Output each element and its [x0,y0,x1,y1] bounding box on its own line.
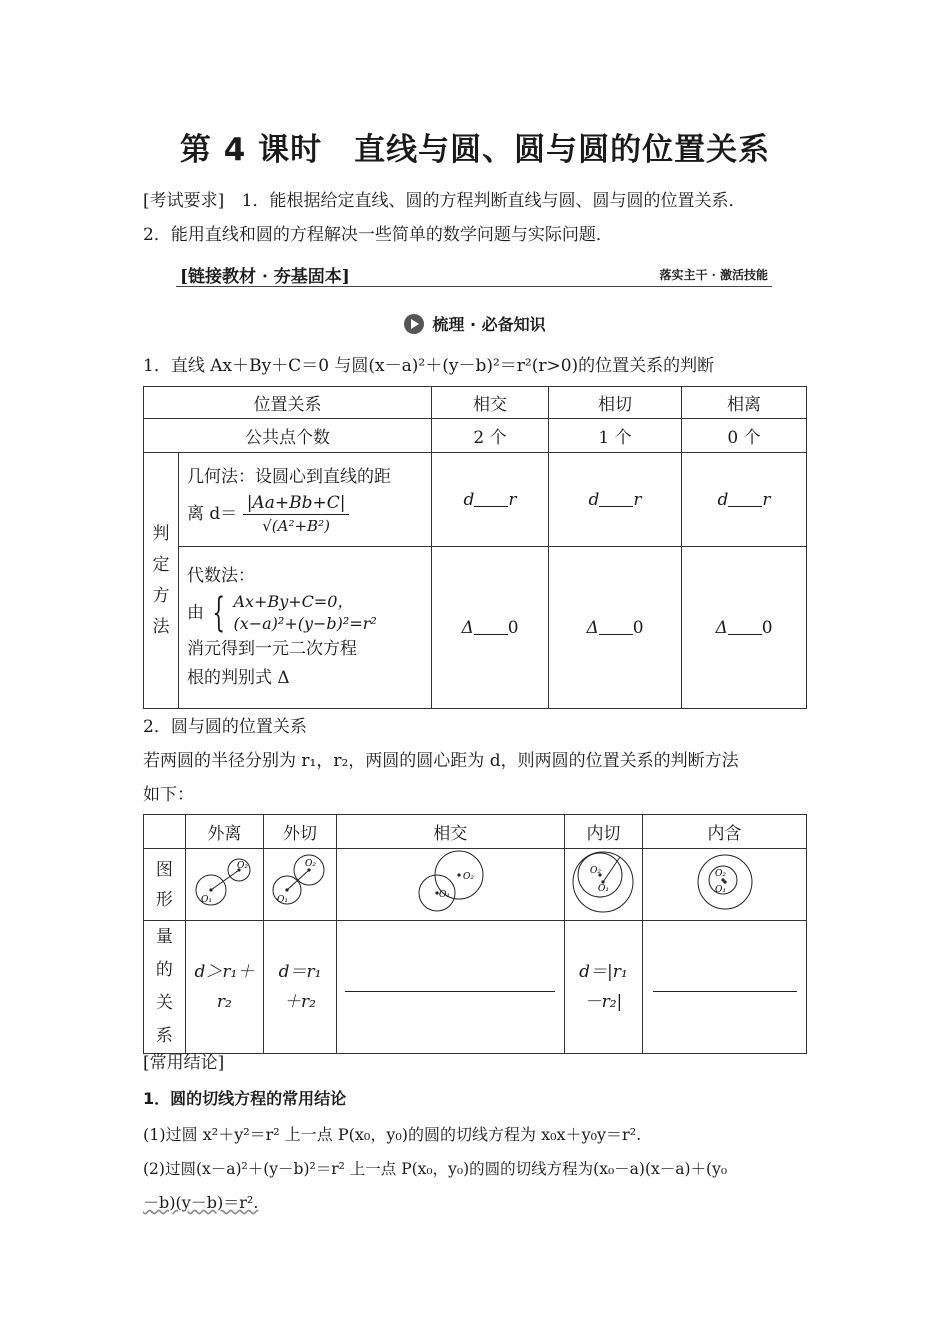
banner-left-text: [链接教材 · 夯基固本] [180,267,350,287]
geo-separate [682,453,807,547]
delta-var: Δ [461,617,474,638]
row-quantity-label [144,921,186,1054]
requirements-line-1 [143,190,808,212]
contain-circles-figure [695,852,755,912]
row-figure-label [144,849,186,921]
requirements-tag: [考试要求] [143,191,225,211]
equation-1: Ax+By+C=0， [233,592,354,611]
fig-int-tangent [564,849,642,921]
th-intersect: 相交 [432,387,549,419]
r-var: r [633,489,642,510]
r-var: r [762,489,771,510]
page-title: 第 4 课时 直线与圆、圆与圆的位置关系 [179,132,771,168]
answer-blank [345,991,555,992]
fig-ext-tangent [264,849,337,921]
fill-blank [728,618,762,635]
qty-ext-tangent-1: d＝r₁ [278,962,322,982]
circle-circle-table [143,814,807,1054]
geo-line-2 [187,492,431,537]
section-banner [176,260,772,287]
label-o2: O₂ [714,869,726,879]
alg-line-1: 代数法： [187,566,255,586]
conclusions-tag: [常用结论] [143,1053,225,1073]
section-title-text: 梳理 · 必备知识 [432,315,546,334]
alg-tangent [549,547,682,709]
delta-var: Δ [715,617,728,638]
d-var: d [588,489,600,510]
alg-line-3: 消元得到一元二次方程 [187,639,357,659]
zero: 0 [632,617,644,638]
label-o2: O₂ [237,861,249,871]
section-title [0,312,950,335]
alg-you: 由 [187,602,204,623]
algebraic-method [179,547,432,709]
qty-intersect [336,921,564,1054]
d-var: d [717,489,729,510]
line-circle-table [143,386,807,709]
th-intersect: 相交 [336,815,564,849]
fill-blank [599,618,633,635]
points-separate: 0 个 [682,419,807,453]
answer-blank [653,991,797,992]
requirements-line-2: 2．能用直线和圆的方程解决一些简单的数学问题与实际问题． [143,225,613,245]
fraction-numerator: |Aa+Bb+C| [243,492,350,515]
label-o1: O₁ [598,884,610,894]
geo-tangent [549,453,682,547]
th-tangent: 相切 [549,387,682,419]
r-var: r [508,489,517,510]
fig-external [185,849,264,921]
label-o1: O₁ [276,895,288,905]
th-blank [144,815,186,849]
sec2-intro-2: 如下： [143,785,194,805]
alg-separate [682,547,807,709]
fig-intersect [336,849,564,921]
sec2-heading: 2．圆与圆的位置关系 [143,717,307,737]
d-var: d [463,489,475,510]
label-o2: O₂ [304,859,316,869]
qty-external-1: d＞r₁＋ [194,962,255,982]
qty-int-tangent-1: d＝|r₁ [579,962,628,982]
th-ext-tangent: 外切 [264,815,337,849]
sec2-intro-1: 若两圆的半径分别为 r₁，r₂，两圆的圆心距为 d，则两圆的位置关系的判断方法 [143,751,739,771]
points-intersect: 2 个 [432,419,549,453]
banner-right-text: 落实主干 · 激活技能 [659,268,768,282]
fill-blank [474,490,508,507]
qty-ext-tangent [264,921,337,1054]
brace-icon: { [212,590,226,636]
intersect-circles-figure [405,849,495,915]
qty-external [185,921,264,1054]
sec1-heading: 1．直线 Ax＋By＋C＝0 与圆(x－a)²＋(y－b)²＝r²(r>0)的位置关系的判断 [143,356,715,376]
points-label: 公共点个数 [144,419,432,453]
figure-label-text: 图形 [155,859,173,910]
th-separate: 相离 [682,387,807,419]
external-circles-figure [189,852,259,912]
delta-var: Δ [586,617,599,638]
th-contain: 内含 [643,815,807,849]
ext-tangent-circles-figure [267,852,333,912]
label-o1: O₁ [201,895,213,905]
geometric-method [179,453,432,547]
distance-fraction [243,492,350,537]
alg-intersect [432,547,549,709]
qty-external-2: r₂ [216,992,232,1012]
quantity-label-text: 量的关系 [155,927,173,1046]
th-external: 外离 [185,815,264,849]
th-position: 位置关系 [144,387,432,419]
label-o1: O₁ [714,885,726,895]
conclusions-heading: 1．圆的切线方程的常用结论 [143,1089,347,1108]
qty-ext-tangent-2: ＋r₂ [284,992,316,1012]
fraction-denominator: √(A²+B²) [262,517,330,535]
th-int-tangent: 内切 [564,815,642,849]
label-o2: O₂ [463,872,475,882]
conclusion-item-2b: －b)(y－b)＝r². [143,1193,259,1212]
fig-contain [643,849,807,921]
equation-2: (x−a)²+(y−b)²=r² [233,614,377,633]
geo-intersect [432,453,549,547]
requirements-text-1: 1．能根据给定直线、圆的方程判断直线与圆、圆与圆的位置关系． [241,191,746,211]
label-o1: O₁ [439,890,451,900]
zero: 0 [761,617,773,638]
alg-system [187,591,431,635]
method-label [144,453,179,709]
play-icon [404,314,424,334]
conclusion-item-2a: (2)过圆(x－a)²＋(y－b)²＝r² 上一点 P(x₀，y₀)的圆的切线方程为(x₀－a)(x－a)＋(y₀ [143,1160,728,1178]
fill-blank [728,490,762,507]
qty-int-tangent-2: －r₂| [584,992,623,1012]
equation-stack [233,591,376,635]
method-label-text: 判定方法 [152,523,170,637]
alg-line-4: 根的判别式 Δ [187,668,290,688]
points-tangent: 1 个 [549,419,682,453]
label-o2: O₂ [590,866,602,876]
geo-prefix: 离 d＝ [187,504,238,524]
fill-blank [599,490,633,507]
int-tangent-circles-figure [570,849,636,915]
conclusion-item-1: (1)过圆 x²＋y²＝r² 上一点 P(x₀，y₀)的圆的切线方程为 x₀x＋y₀y＝r². [143,1125,642,1144]
zero: 0 [507,617,519,638]
qty-contain [643,921,807,1054]
geo-line-1: 几何法：设圆心到直线的距 [187,467,391,487]
qty-int-tangent [564,921,642,1054]
fill-blank [474,618,508,635]
